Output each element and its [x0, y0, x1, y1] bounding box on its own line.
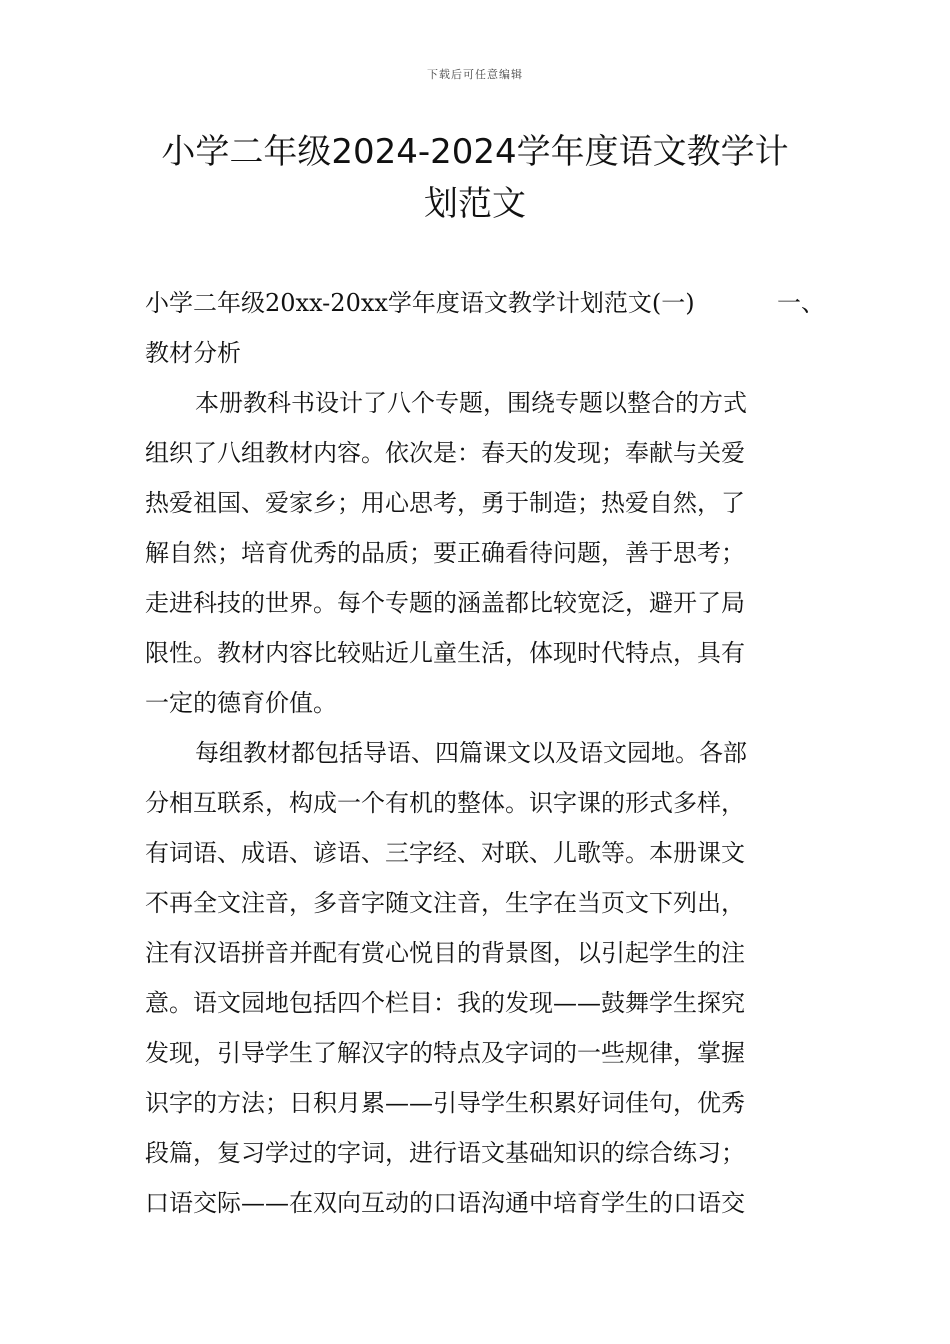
- header-note: 下载后可任意编辑: [427, 68, 523, 81]
- section-heading: 教材分析: [145, 339, 241, 367]
- paragraph-line: 本册教科书设计了八个专题，围绕专题以整合的方式: [195, 389, 747, 417]
- paragraph-line: 识字的方法；日积月累——引导学生积累好词佳句，优秀: [145, 1089, 745, 1117]
- paragraph-2: [145, 728, 835, 1228]
- paragraph-line: 热爱祖国、爱家乡；用心思考，勇于制造；热爱自然，了: [145, 489, 745, 517]
- section-number: 一、: [777, 289, 825, 317]
- paragraph-line: 解自然；培育优秀的品质；要正确看待问题，善于思考；: [145, 539, 745, 567]
- paragraph-line: 走进科技的世界。每个专题的涵盖都比较宽泛，避开了局: [145, 589, 745, 617]
- paragraph-line: 口语交际——在双向互动的口语沟通中培育学生的口语交: [145, 1189, 745, 1217]
- paragraph-line: 段篇，复习学过的字词，进行语文基础知识的综合练习；: [145, 1139, 745, 1167]
- paragraph-line: 一定的德育价值。: [145, 689, 337, 717]
- paragraph-line: 发现，引导学生了解汉字的特点及字词的一些规律，掌握: [145, 1039, 745, 1067]
- paragraph-line: 不再全文注音，多音字随文注音，生字在当页文下列出，: [145, 889, 745, 917]
- title-line-1: 小学二年级2024-2024学年度语文教学计: [161, 132, 789, 172]
- title-line-2: 划范文: [424, 184, 526, 224]
- paragraph-line: 每组教材都包括导语、四篇课文以及语文园地。各部: [195, 739, 747, 767]
- paragraph-line: 有词语、成语、谚语、三字经、对联、儿歌等。本册课文: [145, 839, 745, 867]
- subtitle-text: 小学二年级20xx-20xx学年度语文教学计划范文(一): [145, 289, 695, 317]
- paragraph-1: [145, 378, 835, 728]
- document-title: [120, 126, 830, 230]
- document-body: [145, 278, 835, 1228]
- subtitle-line: [145, 278, 825, 328]
- paragraph-line: 意。语文园地包括四个栏目：我的发现——鼓舞学生探究: [145, 989, 745, 1017]
- paragraph-line: 分相互联系，构成一个有机的整体。识字课的形式多样，: [145, 789, 745, 817]
- paragraph-line: 注有汉语拼音并配有赏心悦目的背景图，以引起学生的注: [145, 939, 745, 967]
- paragraph-line: 组织了八组教材内容。依次是：春天的发现；奉献与关爱: [145, 439, 745, 467]
- paragraph-line: 限性。教材内容比较贴近儿童生活，体现时代特点，具有: [145, 639, 745, 667]
